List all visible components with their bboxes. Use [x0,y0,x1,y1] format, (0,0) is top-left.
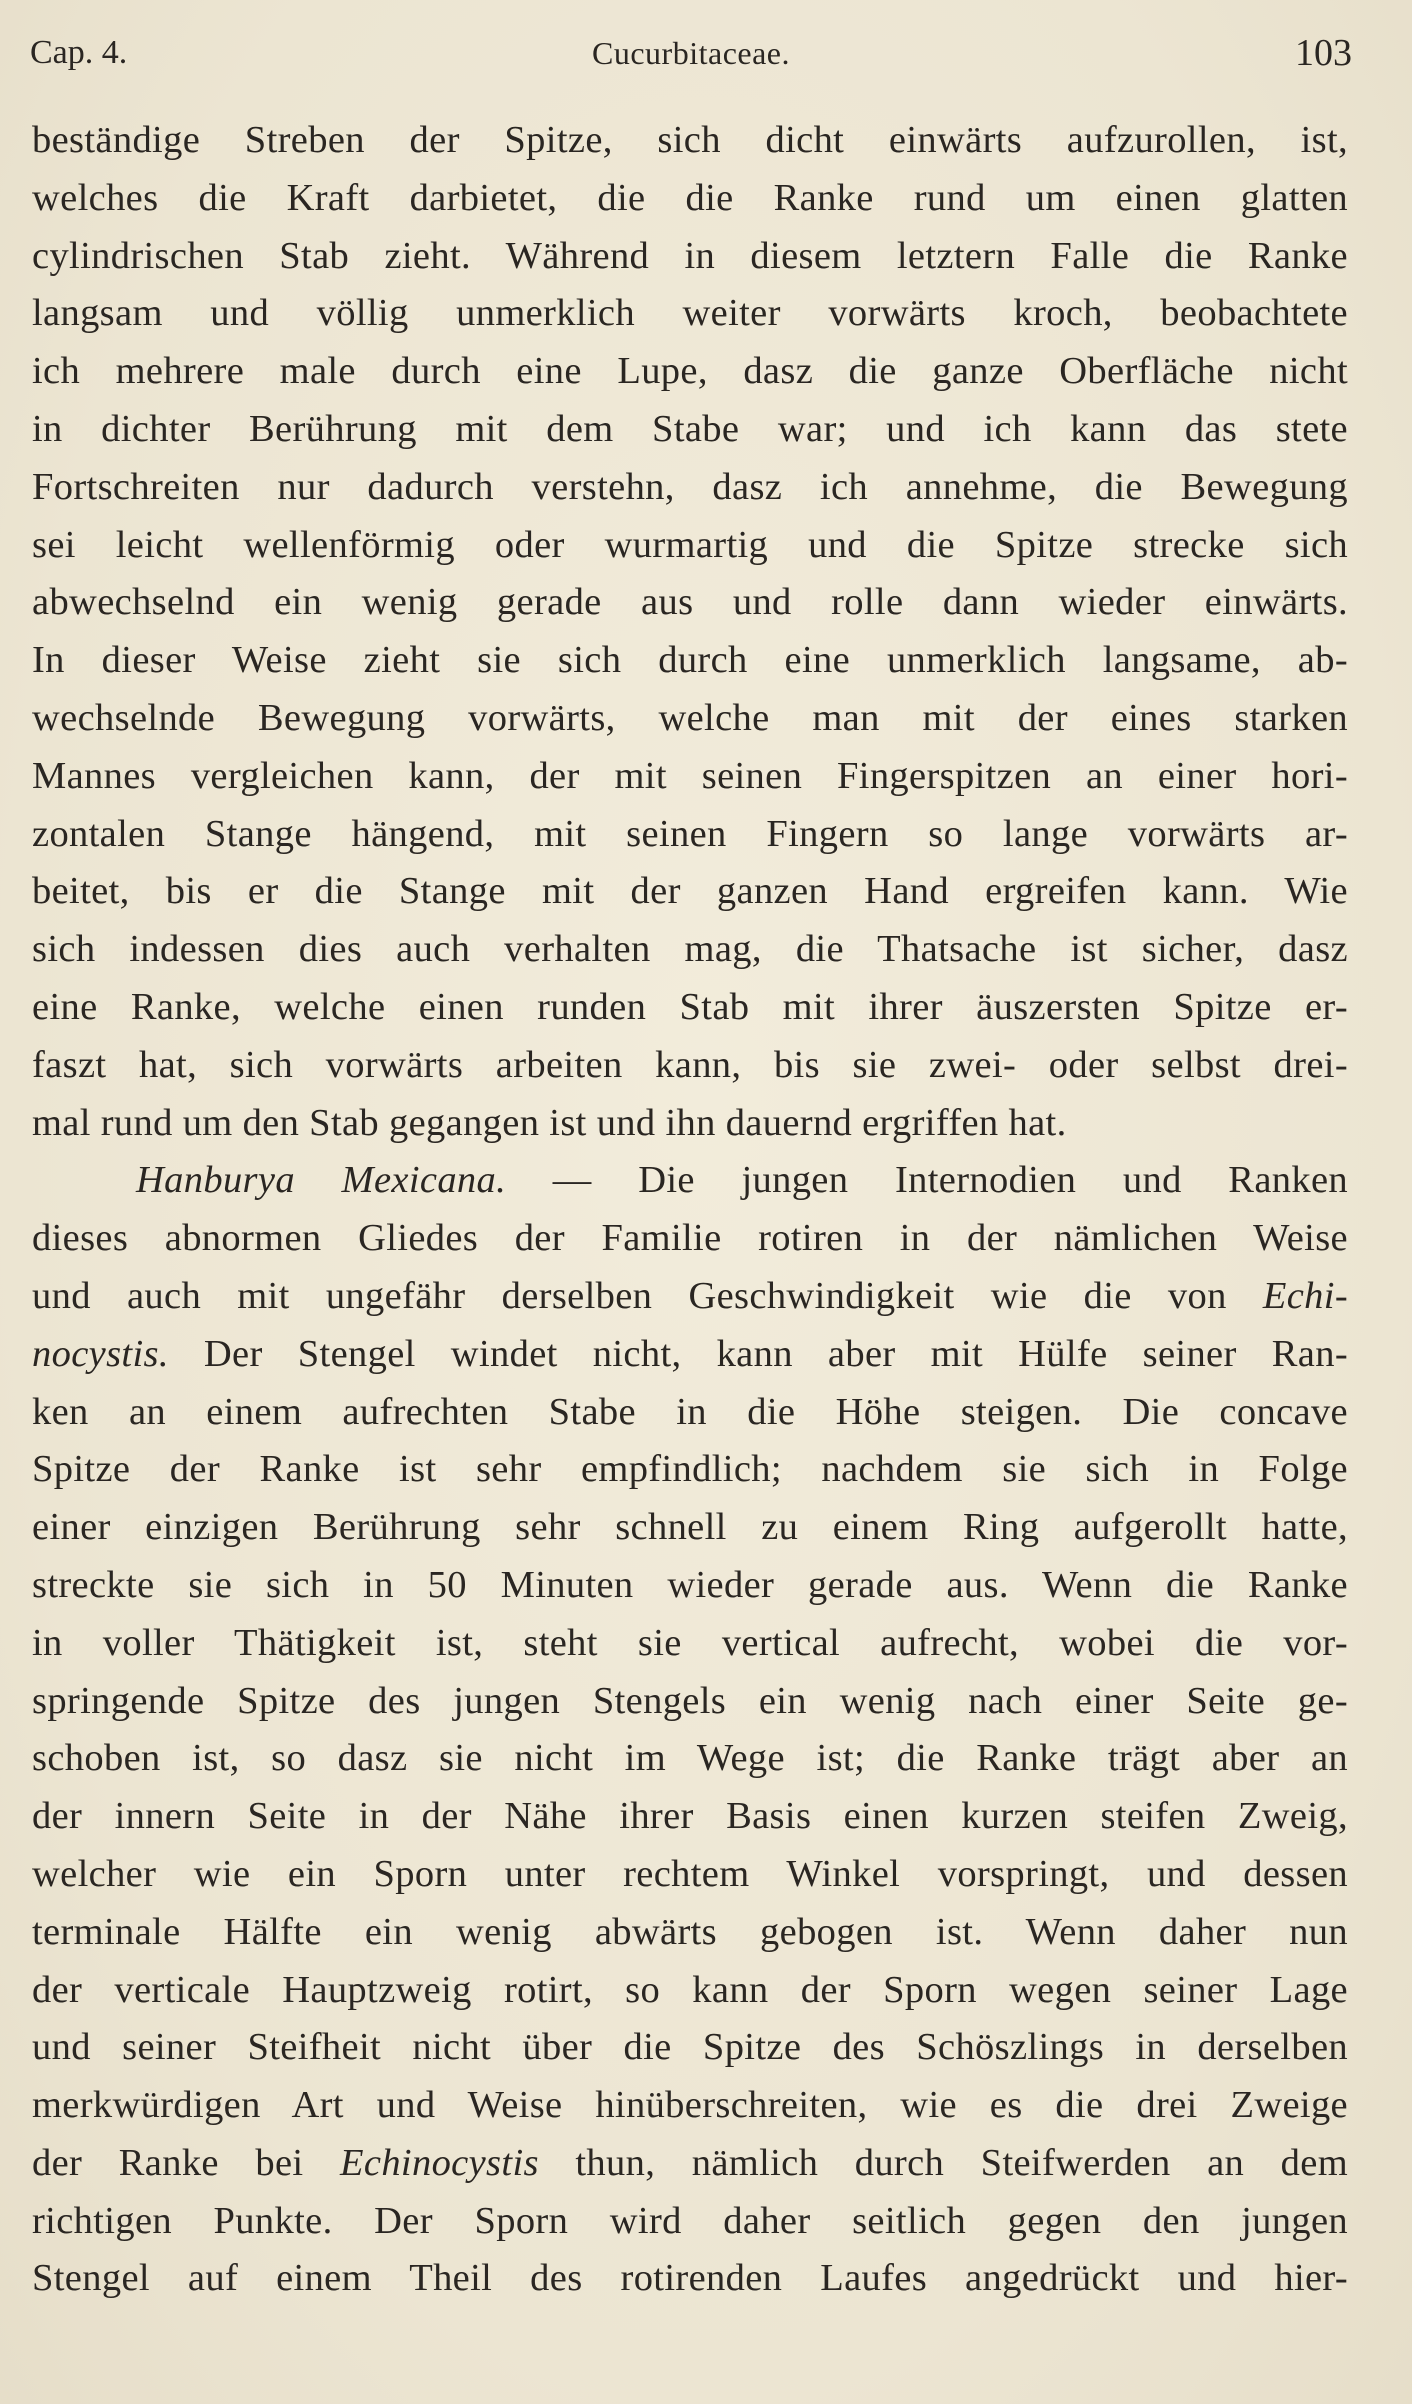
text-segment: mal rund um den Stab gegangen ist und ihn dauernd ergriffen hat. [32,1101,1067,1144]
text-segment: und seiner Steifheit nicht über die Spitze des Schöszlings in derselben [32,2026,1348,2069]
text-segment: beständige Streben der Spitze, sich dicht einwärts aufzurollen, ist, [32,119,1348,161]
text-line [32,2193,1348,2251]
text-segment: Stengel auf einem Theil des rotirenden Laufes angedrückt und hier- [32,2257,1348,2300]
text-segment: der Ranke bei [32,2141,341,2184]
text-segment: richtigen Punkte. Der Sporn wird daher seitlich gegen den jungen [32,2199,1348,2242]
text-line [32,2135,1348,2193]
text-line [32,1615,1348,1673]
chapter-label: Cap. 4. [30,34,128,71]
text-segment: In dieser Weise zieht sie sich durch eine unmerklich langsame, ab- [32,639,1348,682]
text-line [32,806,1348,864]
page-number: 103 [1295,32,1352,74]
text-segment: dieses abnormen Gliedes der Familie rotiren in der nämlichen Weise [32,1217,1348,1260]
text-line [32,1673,1348,1731]
text-segment: eine Ranke, welche einen runden Stab mit ihrer äuszersten Spitze er- [32,985,1348,1028]
text-segment: zontalen Stange hängend, mit seinen Fingern so lange vorwärts ar- [32,812,1348,855]
text-segment: Der Stengel windet nicht, kann aber mit Hülfe seiner Ran- [168,1332,1348,1375]
text-segment: langsam und völlig unmerklich weiter vorwärts kroch, beobachtete [32,292,1348,335]
text-segment: wechselnde Bewegung vorwärts, welche man mit der eines starken [32,696,1348,739]
text-segment: abwechselnd ein wenig gerade aus und rolle dann wieder einwärts. [32,581,1348,624]
text-segment: in voller Thätigkeit ist, steht sie vertical aufrecht, wobei die vor- [32,1621,1348,1664]
text-line [32,170,1348,228]
text-segment: Fortschreiten nur dadurch verstehn, dasz ich annehme, die Bewegung [32,465,1348,508]
text-line [32,979,1348,1037]
text-segment: der verticale Hauptzweig rotirt, so kann der Sporn wegen seiner Lage [32,1968,1348,2011]
running-title: Cucurbitaceae. [592,35,790,71]
italic-text: Echi- [1262,1274,1348,1317]
text-segment: welches die Kraft darbietet, die die Ranke rund um einen glatten [32,176,1348,219]
text-line [32,2077,1348,2135]
text-segment: thun, nämlich durch Steifwerden an dem [538,2141,1348,2184]
italic-text: Echinocystis [340,2141,539,2184]
text-line [32,1962,1348,2020]
text-segment: merkwürdigen Art und Weise hinüberschreiten, wie es die drei Zweige [32,2084,1348,2127]
text-line [32,863,1348,921]
text-segment: welcher wie ein Sporn unter rechtem Winkel vorspringt, und dessen [32,1852,1348,1895]
text-line [32,1210,1348,1268]
body-text [32,112,1348,2308]
text-segment: einer einzigen Berührung sehr schnell zu einem Ring aufgerollt hatte, [32,1506,1348,1549]
italic-text: Hanburya Mexicana. [136,1159,507,1202]
text-segment: sich indessen dies auch verhalten mag, die Thatsache ist sicher, dasz [32,928,1348,971]
text-line [32,343,1348,401]
text-segment: ich mehrere male durch eine Lupe, dasz die ganze Oberfläche nicht [32,350,1348,393]
italic-text: nocystis. [32,1332,169,1375]
text-segment: und auch mit ungefähr derselben Geschwindigkeit wie die von [32,1274,1263,1317]
text-segment: faszt hat, sich vorwärts arbeiten kann, bis sie zwei- oder selbst drei- [32,1043,1348,1086]
text-segment: cylindrischen Stab zieht. Während in diesem letztern Falle die Ranke [32,234,1348,277]
text-segment: Mannes vergleichen kann, der mit seinen Fingerspitzen an einer hori- [32,754,1348,797]
text-line [32,1904,1348,1962]
text-segment: — Die jungen Internodien und Ranken [506,1159,1348,1202]
text-segment: streckte sie sich in 50 Minuten wieder gerade aus. Wenn die Ranke [32,1563,1348,1606]
text-line [32,574,1348,632]
text-line [32,112,1348,170]
text-segment: schoben ist, so dasz sie nicht im Wege ist; die Ranke trägt aber an [32,1737,1348,1780]
text-line [32,690,1348,748]
text-segment: ken an einem aufrechten Stabe in die Höhe steigen. Die concave [32,1390,1348,1433]
text-segment: terminale Hälfte ein wenig abwärts gebogen ist. Wenn daher nun [32,1910,1348,1953]
text-line [32,401,1348,459]
text-line [32,2019,1348,2077]
text-line [32,517,1348,575]
text-line [32,1268,1348,1326]
text-line [32,1384,1348,1442]
text-line [32,1788,1348,1846]
text-line [32,1557,1348,1615]
text-line [32,748,1348,806]
text-line [32,1499,1348,1557]
text-segment: beitet, bis er die Stange mit der ganzen Hand ergreifen kann. Wie [32,870,1348,913]
text-line [32,285,1348,343]
text-line [32,1152,1348,1210]
text-line [32,921,1348,979]
text-segment: sei leicht wellenförmig oder wurmartig und die Spitze strecke sich [32,523,1348,566]
text-line [32,1326,1348,1384]
running-header [30,28,1352,78]
text-segment: springende Spitze des jungen Stengels ein wenig nach einer Seite ge- [32,1679,1348,1722]
text-line [32,228,1348,286]
text-line [32,459,1348,517]
text-segment: der innern Seite in der Nähe ihrer Basis einen kurzen steifen Zweig, [32,1795,1348,1838]
text-line [32,1730,1348,1788]
text-line [32,632,1348,690]
text-line [32,2250,1348,2308]
text-line [32,1846,1348,1904]
text-segment: Spitze der Ranke ist sehr empfindlich; nachdem sie sich in Folge [32,1448,1348,1491]
text-line [32,1441,1348,1499]
text-segment: in dichter Berührung mit dem Stabe war; und ich kann das stete [32,407,1348,450]
text-line [32,1037,1348,1095]
text-line [32,1095,1348,1153]
